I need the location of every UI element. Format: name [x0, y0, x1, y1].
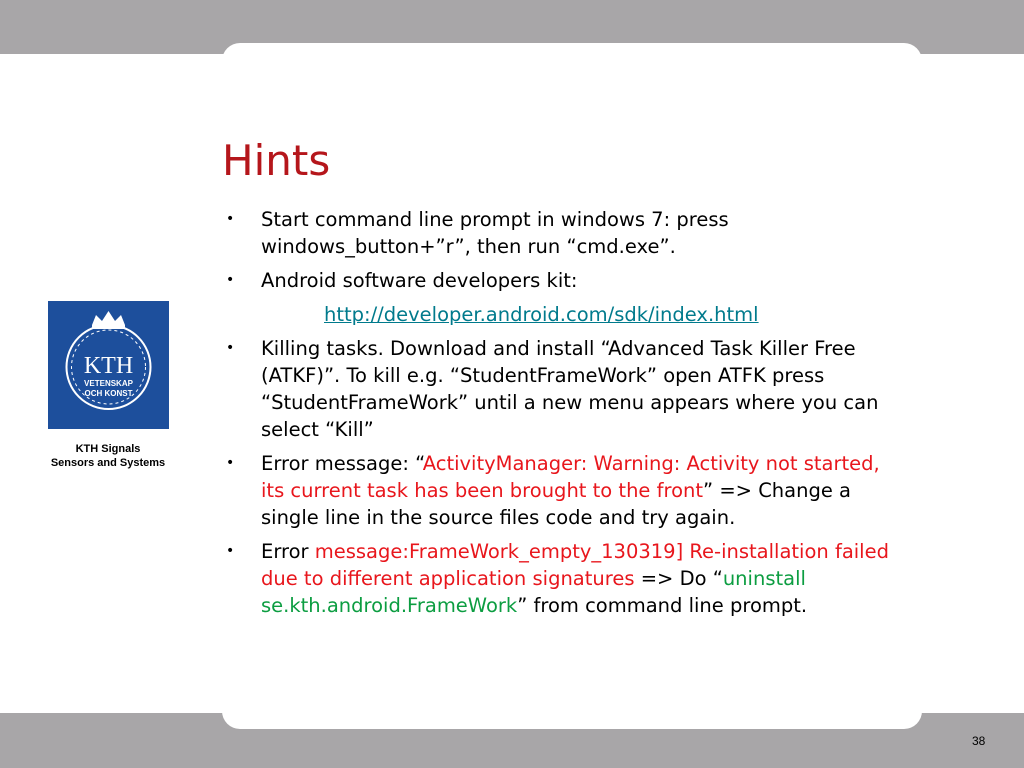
slide-title: Hints — [222, 136, 331, 185]
uninstall-command: uninstall se.kth.android.FrameWork — [261, 567, 806, 617]
bullet-text-prefix: Error message: “ — [261, 452, 423, 475]
bullet-item — [226, 538, 906, 619]
error-message-red: message:FrameWork_empty_130319] Re-installation failed due to different application signatures — [261, 540, 889, 590]
bullet-list — [226, 206, 906, 626]
bullet-item — [226, 335, 906, 443]
bullet-icon: • — [226, 211, 235, 227]
caption-line-2: Sensors and Systems — [50, 457, 166, 469]
bullet-text-prefix: Error — [261, 540, 315, 563]
svg-text:OCH KONST: OCH KONST — [84, 389, 133, 398]
bullet-text: Start command line prompt in windows 7: press windows_button+”r”, then run “cmd.exe”. — [261, 208, 729, 258]
bullet-text: Killing tasks. Download and install “Advanced Task Killer Free (ATKF)”. To kill e.g. “StudentFrameWork” open ATFK press “StudentFrameWork” until a new menu appears where you can select “Kill” — [261, 337, 879, 441]
bullet-item — [226, 206, 906, 260]
bullet-text-mid: => Do “ — [634, 567, 723, 590]
page-number: 38 — [972, 734, 986, 748]
bullet-text-suffix: ” => Change a single line in the source files code and try again. — [261, 479, 851, 529]
bullet-item — [226, 450, 906, 531]
svg-text:VETENSKAP: VETENSKAP — [84, 379, 133, 388]
bullet-item — [226, 267, 906, 294]
bullet-icon: • — [226, 340, 235, 356]
kth-logo — [48, 301, 169, 429]
error-message-red: ActivityManager: Warning: Activity not started, its current task has been brought to the front — [261, 452, 880, 502]
bullet-icon: • — [226, 543, 235, 559]
bullet-text: Android software developers kit: — [261, 269, 578, 292]
logo-caption — [30, 442, 186, 470]
bullet-icon: • — [226, 272, 235, 288]
sdk-link[interactable]: http://developer.android.com/sdk/index.html — [324, 303, 759, 326]
svg-text:KTH: KTH — [83, 353, 134, 379]
bullet-icon: • — [226, 455, 235, 471]
caption-line-1: KTH Signals — [75, 443, 141, 455]
bullet-text-suffix: ” from command line prompt. — [517, 594, 808, 617]
